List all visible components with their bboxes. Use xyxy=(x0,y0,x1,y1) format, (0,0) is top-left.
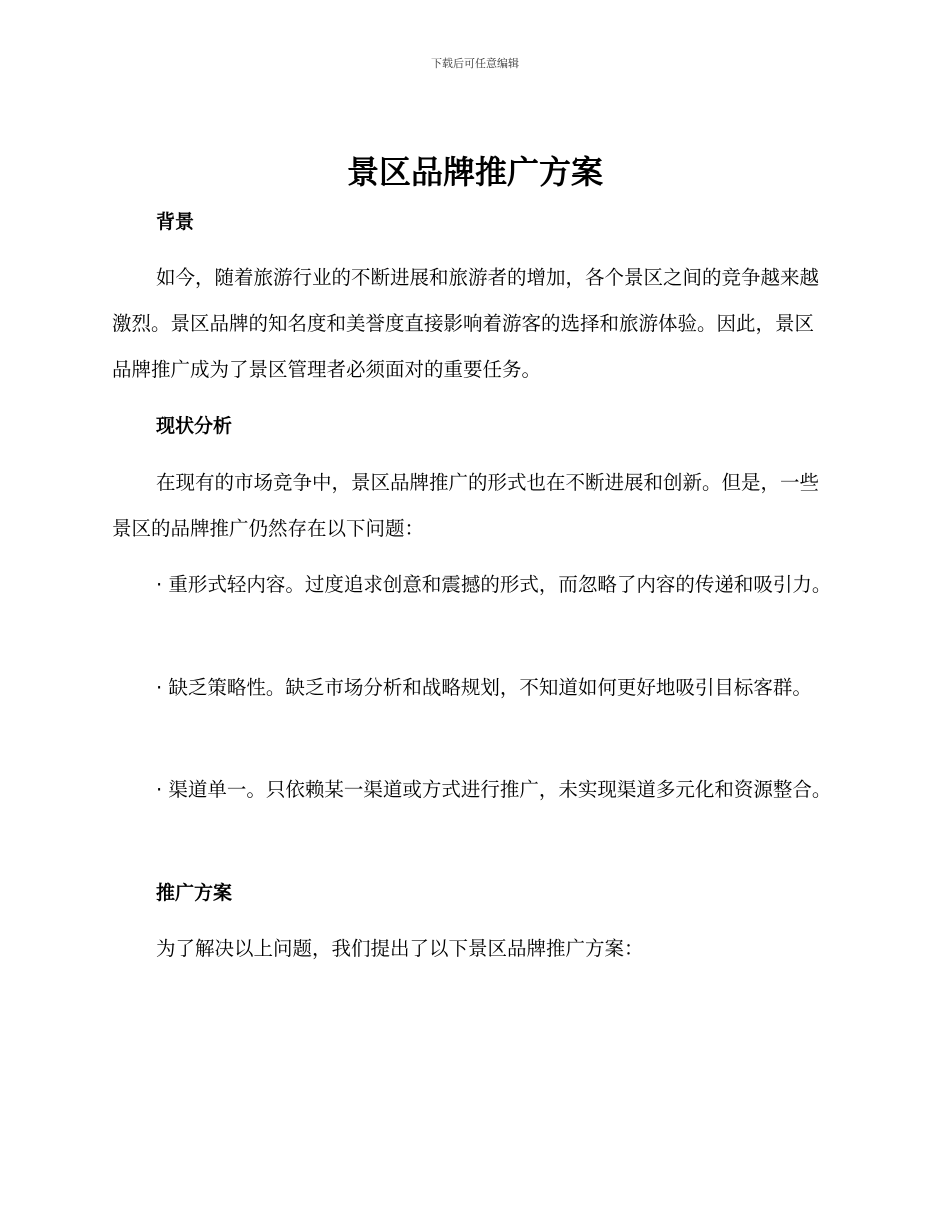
analysis-paragraph: 在现有的市场竞争中，景区品牌推广的形式也在不断进展和创新。但是，一些景区的品牌推广仍然存在以下问题： xyxy=(112,471,820,540)
bullet-item-single-channel: · 渠道单一。只依赖某一渠道或方式进行推广，未实现渠道多元化和资源整合。 xyxy=(156,778,832,801)
bullet-item-form-over-content: · 重形式轻内容。过度追求创意和震撼的形式，而忽略了内容的传递和吸引力。 xyxy=(156,573,832,596)
header-note: 下载后可任意编辑 xyxy=(431,57,519,70)
section-heading-plan: 推广方案 xyxy=(156,882,233,904)
section-heading-analysis: 现状分析 xyxy=(156,415,233,437)
background-paragraph: 如今，随着旅游行业的不断进展和旅游者的增加，各个景区之间的竞争越来越激烈。景区品牌的知名度和美誉度直接影响着游客的选择和旅游体验。因此，景区品牌推广成为了景区管理者必须面对的重要任务。 xyxy=(112,266,820,381)
section-heading-background: 背景 xyxy=(156,211,195,233)
document-title: 景区品牌推广方案 xyxy=(346,153,603,191)
bullet-item-lack-of-strategy: · 缺乏策略性。缺乏市场分析和战略规划，不知道如何更好地吸引目标客群。 xyxy=(156,676,812,699)
plan-paragraph: 为了解决以上问题，我们提出了以下景区品牌推广方案： xyxy=(156,937,644,960)
